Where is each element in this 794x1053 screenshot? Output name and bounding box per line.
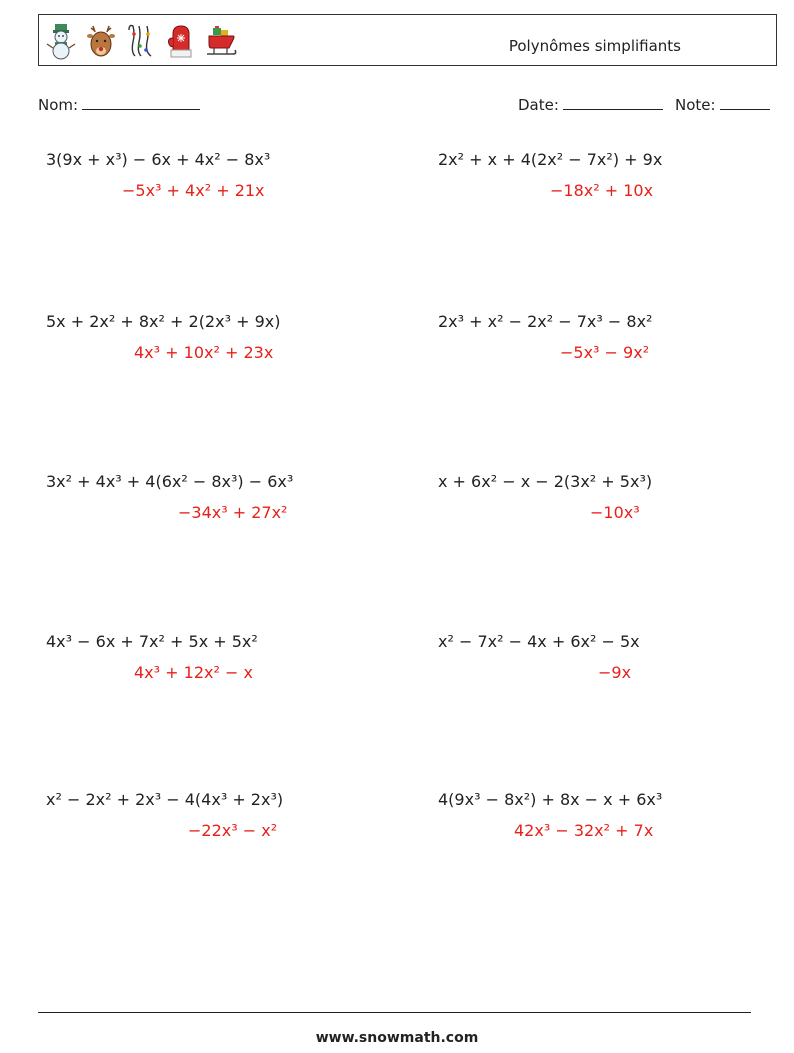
- problem-question: x² − 7x² − 4x + 6x² − 5x: [438, 632, 640, 651]
- problem-1: [46, 150, 271, 200]
- name-field: [38, 94, 200, 114]
- name-blank[interactable]: [82, 94, 200, 110]
- worksheet-title: Polynômes simplifiants: [508, 37, 681, 55]
- christmas-lights-icon: [125, 22, 157, 60]
- problem-2: [438, 150, 663, 200]
- problem-answer: 42x³ − 32x² + 7x: [514, 821, 654, 840]
- problem-question: 3x² + 4x³ + 4(6x² − 8x³) − 6x³: [46, 472, 294, 491]
- problem-answer: −10x³: [590, 503, 640, 522]
- problem-question: 2x² + x + 4(2x² − 7x²) + 9x: [438, 150, 663, 169]
- problem-answer: −22x³ − x²: [188, 821, 278, 840]
- problem-answer: −5x³ − 9x²: [560, 343, 650, 362]
- problem-answer: −18x² + 10x: [550, 181, 654, 200]
- problem-question: x² − 2x² + 2x³ − 4(4x³ + 2x³): [46, 790, 284, 809]
- problem-question: x + 6x² − x − 2(3x² + 5x³): [438, 472, 653, 491]
- problem-5: [46, 472, 294, 522]
- date-blank[interactable]: [563, 94, 663, 110]
- sleigh-icon: [205, 22, 237, 60]
- problem-question: 5x + 2x² + 8x² + 2(2x³ + 9x): [46, 312, 281, 331]
- problem-answer: 4x³ + 10x² + 23x: [134, 343, 274, 362]
- name-label: Nom:: [38, 96, 79, 114]
- date-label: Date:: [518, 96, 559, 114]
- grade-field: [675, 94, 770, 114]
- icon-strip: [45, 22, 237, 60]
- problem-7: [46, 632, 258, 682]
- footer-url[interactable]: www.snowmath.com: [315, 1030, 479, 1046]
- problem-9: [46, 790, 284, 840]
- footer-divider: [38, 1012, 751, 1013]
- grade-label: Note:: [675, 96, 716, 114]
- problem-question: 3(9x + x³) − 6x + 4x² − 8x³: [46, 150, 271, 169]
- snowman-icon: [45, 22, 77, 60]
- grade-blank[interactable]: [720, 94, 770, 110]
- date-field: [518, 94, 663, 114]
- problem-4: [438, 312, 653, 362]
- mitten-icon: [165, 22, 197, 60]
- problem-3: [46, 312, 281, 362]
- problem-question: 2x³ + x² − 2x² − 7x³ − 8x²: [438, 312, 653, 331]
- problem-answer: −9x: [598, 663, 632, 682]
- problem-question: 4x³ − 6x + 7x² + 5x + 5x²: [46, 632, 258, 651]
- problem-answer: −34x³ + 27x²: [178, 503, 288, 522]
- problem-6: [438, 472, 653, 522]
- reindeer-icon: [85, 22, 117, 60]
- problem-8: [438, 632, 640, 682]
- worksheet-header: [38, 14, 777, 66]
- problem-answer: −5x³ + 4x² + 21x: [122, 181, 265, 200]
- problem-answer: 4x³ + 12x² − x: [134, 663, 253, 682]
- problem-question: 4(9x³ − 8x²) + 8x − x + 6x³: [438, 790, 663, 809]
- problem-10: [438, 790, 663, 840]
